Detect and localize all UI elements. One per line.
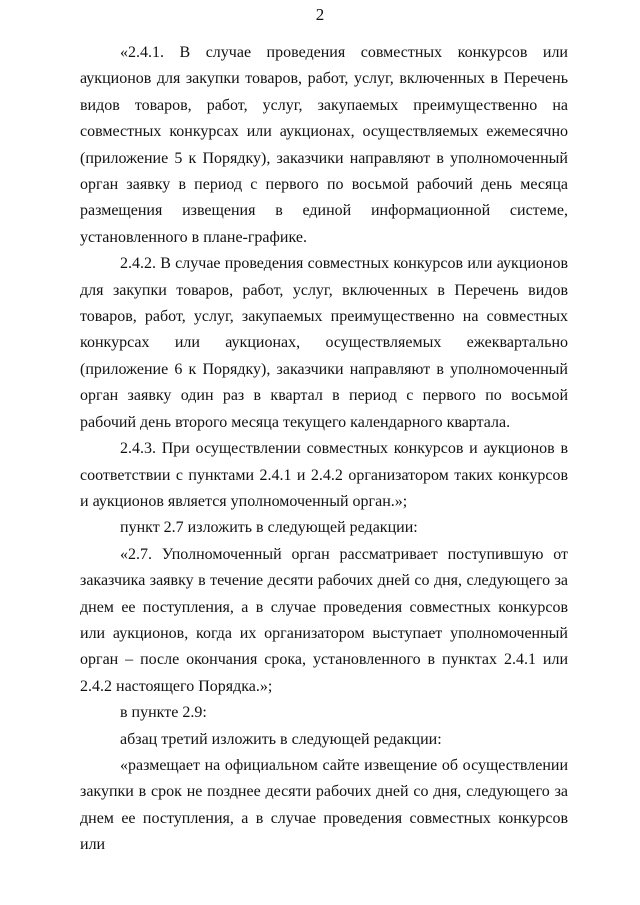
paragraph-publication-text: «размещает на официальном сайте извещение об осуществлении закупки в срок не позднее десяти рабочих дней со дня, следующего за днем ее поступления, а в случае проведения совместных конкурсов или <box>80 756 568 854</box>
paragraph-item-2-7-intro: пункт 2.7 изложить в следующей редакции: <box>120 519 418 537</box>
paragraph-2-7: «2.7. Уполномоченный орган рассматривает поступившую от заказчика заявку в течение десяти рабочих дней со дня, следующего за днем ее поступления, а в случае проведения совместных конкурсов или аукционов, когда их организатором выступает уполномоченный орган – после окончания срока, установленного в пунктах 2.4.1 или 2.4.2 настоящего Порядка.»; <box>80 545 568 695</box>
paragraph-third-abzac-intro: абзац третий изложить в следующей редакции: <box>120 730 442 748</box>
paragraph-2-4-1: «2.4.1. В случае проведения совместных конкурсов или аукционов для закупки товаров, работ, услуг, включенных в Перечень видов товаров, работ, услуг, закупаемых преимущественно на совместных конкурсах или аукционах, осуществляемых ежемесячно (приложение 5 к Порядку), заказчики направляют в уполномоченный орган заявку в период с первого по восьмой рабочий день месяца размещения извещения в единой информационной системе, установленного в плане-графике. <box>80 44 568 246</box>
document-body <box>80 40 568 854</box>
page-number: 2 <box>315 5 325 24</box>
paragraph-item-2-9-intro: в пункте 2.9: <box>120 704 207 722</box>
paragraph-2-4-3: 2.4.3. При осуществлении совместных конкурсов и аукционов в соответствии с пунктами 2.4.1 и 2.4.2 организатором таких конкурсов и аукционов является уполномоченный орган.»; <box>80 440 568 510</box>
paragraph-2-4-2: 2.4.2. В случае проведения совместных конкурсов или аукционов для закупки товаров, работ, услуг, включенных в Перечень видов товаров, работ, услуг, закупаемых преимущественно на совместных конкурсах или аукционах, осуществляемых ежеквартально (приложение 6 к Порядку), заказчики направляют в уполномоченный орган заявку один раз в квартал в период с первого по восьмой рабочий день второго месяца текущего календарного квартала. <box>80 255 568 431</box>
